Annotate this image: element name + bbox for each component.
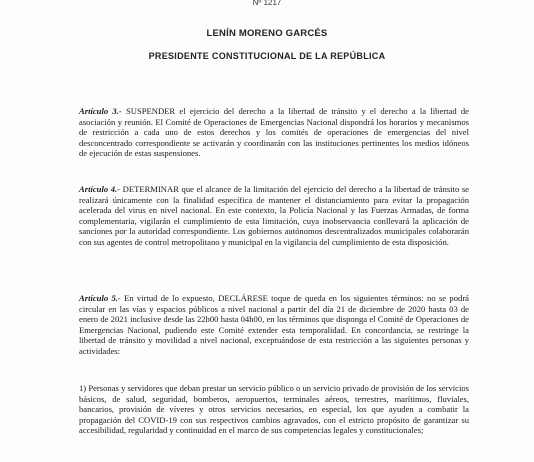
article-3-heading: Artículo 3.- <box>79 106 122 116</box>
list-item-1 <box>79 383 469 436</box>
article-4-heading: Artículo 4.- <box>79 184 121 194</box>
president-title: PRESIDENTE CONSTITUCIONAL DE LA REPÚBLICA <box>148 51 386 61</box>
article-3-text: SUSPENDER el ejercicio del derecho a la libertad de tránsito y el derecho a la libertad de asociación y reunión. El Comité de Operaciones de Emergencias Nacional dispondrá los horarios y mecanismos de restricción a cada uno de estos derechos y los comités de operaciones de emergencias del nivel desconcentrado correspondiente se activarán y coordinarán con las instituciones pertinentes los medios idóneos de ejecución de estas suspensiones. <box>79 106 469 159</box>
list-item-1-text: 1) Personas y servidores que deban prestar un servicio público o un servicio privado de provisión de los servicios básicos, de salud, seguridad, bomberos, aeropuertos, terminales aéreos, terrestres, marítimos, fluviales, bancarios, provisión de víveres y otros servicios necesarios, en especial, los que ayuden a combatir la propagación del COVID-19 con sus respectivos cambios agravados, con el estricto propósito de garantizar su accesibilidad, regularidad y continuidad en el marco de sus competencias legales y constitucionales; <box>79 383 469 436</box>
article-5-heading: Artículo 5.- <box>79 293 121 303</box>
article-3 <box>79 106 469 159</box>
document-number: Nº 1217 <box>252 0 282 7</box>
article-4 <box>79 184 469 248</box>
article-5-text: En virtud de lo expuesto, DECLÁRESE toque de queda en los siguientes términos: no se podrá circular en las vías y espacios públicos a nivel nacional a partir del día 21 de diciembre de 2020 hasta 03 de enero de 2021 inclusive desde las 22h00 hasta 04h00, en los términos que disponga el Comité de Operaciones de Emergencias Nacional, pudiendo este Comité extender esta temporalidad. En concordancia, se restringe la libertad de tránsito y movilidad a nivel nacional, exceptuándose de esta restricción a las siguientes personas y actividades: <box>79 293 469 356</box>
article-4-text: DETERMINAR que el alcance de la limitación del ejercicio del derecho a la libertad de tránsito se realizará únicamente con la finalidad específica de mantener el distanciamiento para evitar la propagación acelerada del virus en nivel nacional. En este contexto, la Policía Nacional y las Fuerzas Armadas, de forma complementaria, vigilarán el cumplimiento de esta limitación, cuya inobservancia conllevará la aplicación de sanciones por la autoridad correspondiente. Los gobiernos autónomos descentralizados municipales colaborarán con sus agentes de control metropolitano y municipal en la vigilancia del cumplimiento de esta disposición. <box>79 184 469 247</box>
president-name: LENÍN MORENO GARCÉS <box>206 28 328 39</box>
article-5 <box>79 293 469 357</box>
